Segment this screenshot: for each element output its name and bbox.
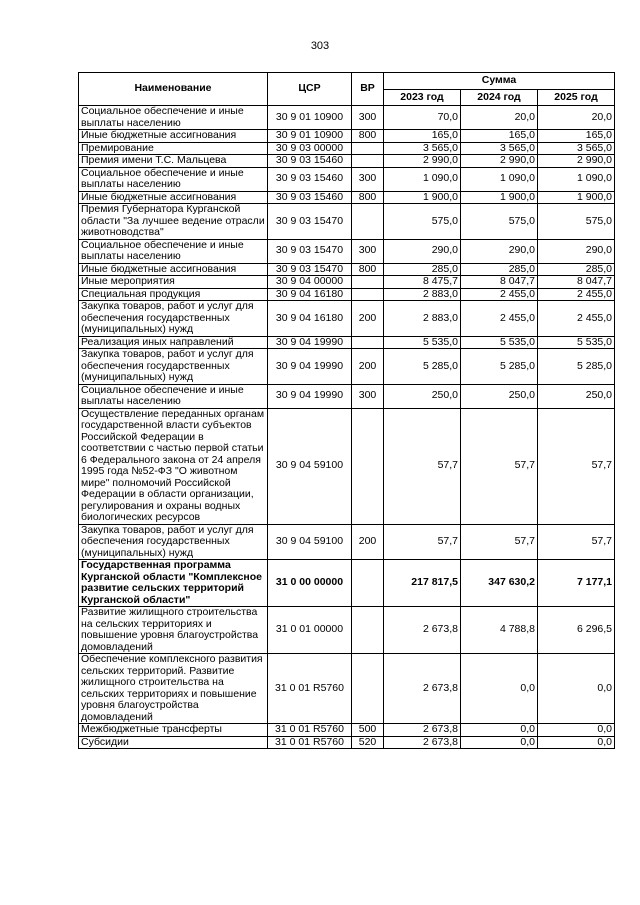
row-value-2023: 217 817,5 [384, 560, 461, 607]
row-csr: 30 9 01 10900 [268, 106, 352, 130]
row-vr [352, 408, 384, 524]
row-name: Иные бюджетные ассигнования [79, 263, 268, 276]
row-name: Развитие жилищного строительства на сельских территориях и повышение уровня благоустройства домовладений [79, 607, 268, 654]
table-row [79, 384, 615, 408]
row-value-2025: 1 090,0 [538, 167, 615, 191]
row-value-2024: 165,0 [461, 130, 538, 143]
row-csr: 31 0 01 R5760 [268, 736, 352, 749]
row-value-2023: 57,7 [384, 524, 461, 560]
row-vr: 200 [352, 349, 384, 385]
row-csr: 30 9 04 00000 [268, 276, 352, 289]
row-vr: 800 [352, 191, 384, 204]
row-value-2024: 20,0 [461, 106, 538, 130]
row-value-2025: 2 990,0 [538, 155, 615, 168]
row-value-2025: 57,7 [538, 524, 615, 560]
row-value-2023: 290,0 [384, 239, 461, 263]
row-vr [352, 288, 384, 301]
row-value-2024: 290,0 [461, 239, 538, 263]
row-value-2023: 70,0 [384, 106, 461, 130]
row-vr: 200 [352, 301, 384, 337]
row-value-2025: 575,0 [538, 204, 615, 240]
table-row [79, 167, 615, 191]
row-value-2025: 290,0 [538, 239, 615, 263]
row-name: Специальная продукция [79, 288, 268, 301]
table-row [79, 204, 615, 240]
row-value-2024: 0,0 [461, 654, 538, 724]
row-value-2023: 57,7 [384, 408, 461, 524]
row-value-2024: 347 630,2 [461, 560, 538, 607]
row-value-2024: 2 455,0 [461, 301, 538, 337]
row-name: Социальное обеспечение и иные выплаты населению [79, 239, 268, 263]
row-name: Субсидии [79, 736, 268, 749]
row-value-2024: 4 788,8 [461, 607, 538, 654]
row-value-2025: 2 455,0 [538, 288, 615, 301]
row-name: Премия Губернатора Курганской области "За лучшее ведение отрасли животноводства" [79, 204, 268, 240]
row-vr [352, 155, 384, 168]
row-vr: 300 [352, 384, 384, 408]
row-vr [352, 142, 384, 155]
row-value-2024: 57,7 [461, 524, 538, 560]
row-value-2025: 1 900,0 [538, 191, 615, 204]
row-name: Премирование [79, 142, 268, 155]
row-value-2023: 2 883,0 [384, 301, 461, 337]
row-csr: 30 9 03 15460 [268, 167, 352, 191]
row-value-2025: 20,0 [538, 106, 615, 130]
table-row [79, 106, 615, 130]
table-row [79, 142, 615, 155]
row-vr [352, 607, 384, 654]
row-vr [352, 336, 384, 349]
row-name: Осуществление переданных органам государственной власти субъектов Российской Федерации в соответствии с частью первой статьи 6 Федерального закона от 24 апреля 1995 года №52-ФЗ "О животном мире" полномочий Российской Федерации в области организации, регулирования и охраны водных биологических ресурсов [79, 408, 268, 524]
row-csr: 30 9 03 00000 [268, 142, 352, 155]
row-value-2024: 5 285,0 [461, 349, 538, 385]
row-name: Иные бюджетные ассигнования [79, 130, 268, 143]
row-value-2025: 0,0 [538, 736, 615, 749]
row-value-2023: 575,0 [384, 204, 461, 240]
row-name: Иные бюджетные ассигнования [79, 191, 268, 204]
row-vr: 200 [352, 524, 384, 560]
row-value-2024: 8 047,7 [461, 276, 538, 289]
row-name: Закупка товаров, работ и услуг для обеспечения государственных (муниципальных) нужд [79, 524, 268, 560]
table-row [79, 724, 615, 737]
row-name: Социальное обеспечение и иные выплаты населению [79, 384, 268, 408]
row-value-2025: 0,0 [538, 724, 615, 737]
row-value-2024: 5 535,0 [461, 336, 538, 349]
table-row [79, 524, 615, 560]
row-csr: 30 9 04 19990 [268, 349, 352, 385]
row-value-2023: 1 090,0 [384, 167, 461, 191]
row-csr: 31 0 01 00000 [268, 607, 352, 654]
row-name: Закупка товаров, работ и услуг для обеспечения государственных (муниципальных) нужд [79, 349, 268, 385]
row-value-2024: 3 565,0 [461, 142, 538, 155]
row-value-2023: 5 535,0 [384, 336, 461, 349]
row-csr: 30 9 01 10900 [268, 130, 352, 143]
row-value-2025: 285,0 [538, 263, 615, 276]
page-number: 303 [310, 40, 330, 52]
table-row [79, 349, 615, 385]
row-csr: 30 9 04 19990 [268, 384, 352, 408]
header-year-2024: 2024 год [461, 90, 538, 106]
row-value-2023: 1 900,0 [384, 191, 461, 204]
table-row [79, 560, 615, 607]
row-value-2025: 57,7 [538, 408, 615, 524]
budget-table [78, 72, 615, 749]
row-csr: 30 9 03 15470 [268, 263, 352, 276]
table-row [79, 191, 615, 204]
row-csr: 31 0 01 R5760 [268, 724, 352, 737]
row-value-2024: 2 455,0 [461, 288, 538, 301]
table-body [79, 106, 615, 749]
header-year-2023: 2023 год [384, 90, 461, 106]
row-csr: 30 9 03 15460 [268, 191, 352, 204]
row-name: Социальное обеспечение и иные выплаты населению [79, 106, 268, 130]
row-vr [352, 560, 384, 607]
table-row [79, 130, 615, 143]
table-row [79, 736, 615, 749]
row-name: Обеспечение комплексного развития сельских территорий. Развитие жилищного строительства на сельских территориях и повышение уровня благоустройства домовладений [79, 654, 268, 724]
row-value-2025: 2 455,0 [538, 301, 615, 337]
row-value-2025: 3 565,0 [538, 142, 615, 155]
row-value-2024: 2 990,0 [461, 155, 538, 168]
row-csr: 30 9 03 15470 [268, 204, 352, 240]
row-vr [352, 204, 384, 240]
header-sum: Сумма [384, 73, 615, 90]
row-value-2023: 8 475,7 [384, 276, 461, 289]
row-value-2024: 575,0 [461, 204, 538, 240]
row-value-2024: 0,0 [461, 724, 538, 737]
row-value-2025: 7 177,1 [538, 560, 615, 607]
table-row [79, 288, 615, 301]
row-csr: 30 9 04 59100 [268, 524, 352, 560]
table-row [79, 276, 615, 289]
row-name: Закупка товаров, работ и услуг для обеспечения государственных (муниципальных) нужд [79, 301, 268, 337]
row-csr: 30 9 04 19990 [268, 336, 352, 349]
row-value-2024: 285,0 [461, 263, 538, 276]
row-name: Межбюджетные трансферты [79, 724, 268, 737]
table-row [79, 654, 615, 724]
row-value-2023: 2 883,0 [384, 288, 461, 301]
row-csr: 30 9 04 16180 [268, 288, 352, 301]
row-value-2025: 250,0 [538, 384, 615, 408]
row-name: Премия имени Т.С. Мальцева [79, 155, 268, 168]
row-value-2025: 5 535,0 [538, 336, 615, 349]
table-row [79, 336, 615, 349]
row-vr: 520 [352, 736, 384, 749]
row-csr: 31 0 00 00000 [268, 560, 352, 607]
header-csr: ЦСР [268, 73, 352, 106]
row-value-2025: 8 047,7 [538, 276, 615, 289]
table-row [79, 408, 615, 524]
row-value-2024: 250,0 [461, 384, 538, 408]
row-csr: 30 9 04 59100 [268, 408, 352, 524]
row-value-2023: 165,0 [384, 130, 461, 143]
row-value-2025: 0,0 [538, 654, 615, 724]
row-name: Социальное обеспечение и иные выплаты населению [79, 167, 268, 191]
row-value-2023: 2 673,8 [384, 654, 461, 724]
row-value-2024: 0,0 [461, 736, 538, 749]
row-value-2024: 1 090,0 [461, 167, 538, 191]
table-row [79, 301, 615, 337]
row-vr: 300 [352, 167, 384, 191]
row-vr: 300 [352, 106, 384, 130]
row-name: Реализация иных направлений [79, 336, 268, 349]
row-name: Государственная программа Курганской области "Комплексное развитие сельских территорий Курганской области" [79, 560, 268, 607]
table-row [79, 263, 615, 276]
table-row [79, 239, 615, 263]
table-row [79, 607, 615, 654]
row-vr: 800 [352, 263, 384, 276]
row-csr: 30 9 03 15460 [268, 155, 352, 168]
row-value-2023: 2 673,8 [384, 607, 461, 654]
header-year-2025: 2025 год [538, 90, 615, 106]
table-row [79, 155, 615, 168]
row-value-2023: 2 673,8 [384, 736, 461, 749]
row-csr: 31 0 01 R5760 [268, 654, 352, 724]
row-csr: 30 9 03 15470 [268, 239, 352, 263]
row-value-2025: 6 296,5 [538, 607, 615, 654]
row-value-2025: 165,0 [538, 130, 615, 143]
row-vr: 800 [352, 130, 384, 143]
header-vr: ВР [352, 73, 384, 106]
row-value-2024: 57,7 [461, 408, 538, 524]
row-vr: 500 [352, 724, 384, 737]
row-vr [352, 654, 384, 724]
row-value-2024: 1 900,0 [461, 191, 538, 204]
row-name: Иные мероприятия [79, 276, 268, 289]
row-vr: 300 [352, 239, 384, 263]
row-value-2023: 5 285,0 [384, 349, 461, 385]
row-value-2025: 5 285,0 [538, 349, 615, 385]
row-value-2023: 2 673,8 [384, 724, 461, 737]
row-vr [352, 276, 384, 289]
row-value-2023: 3 565,0 [384, 142, 461, 155]
row-value-2023: 250,0 [384, 384, 461, 408]
row-value-2023: 285,0 [384, 263, 461, 276]
header-name: Наименование [79, 73, 268, 106]
row-csr: 30 9 04 16180 [268, 301, 352, 337]
row-value-2023: 2 990,0 [384, 155, 461, 168]
